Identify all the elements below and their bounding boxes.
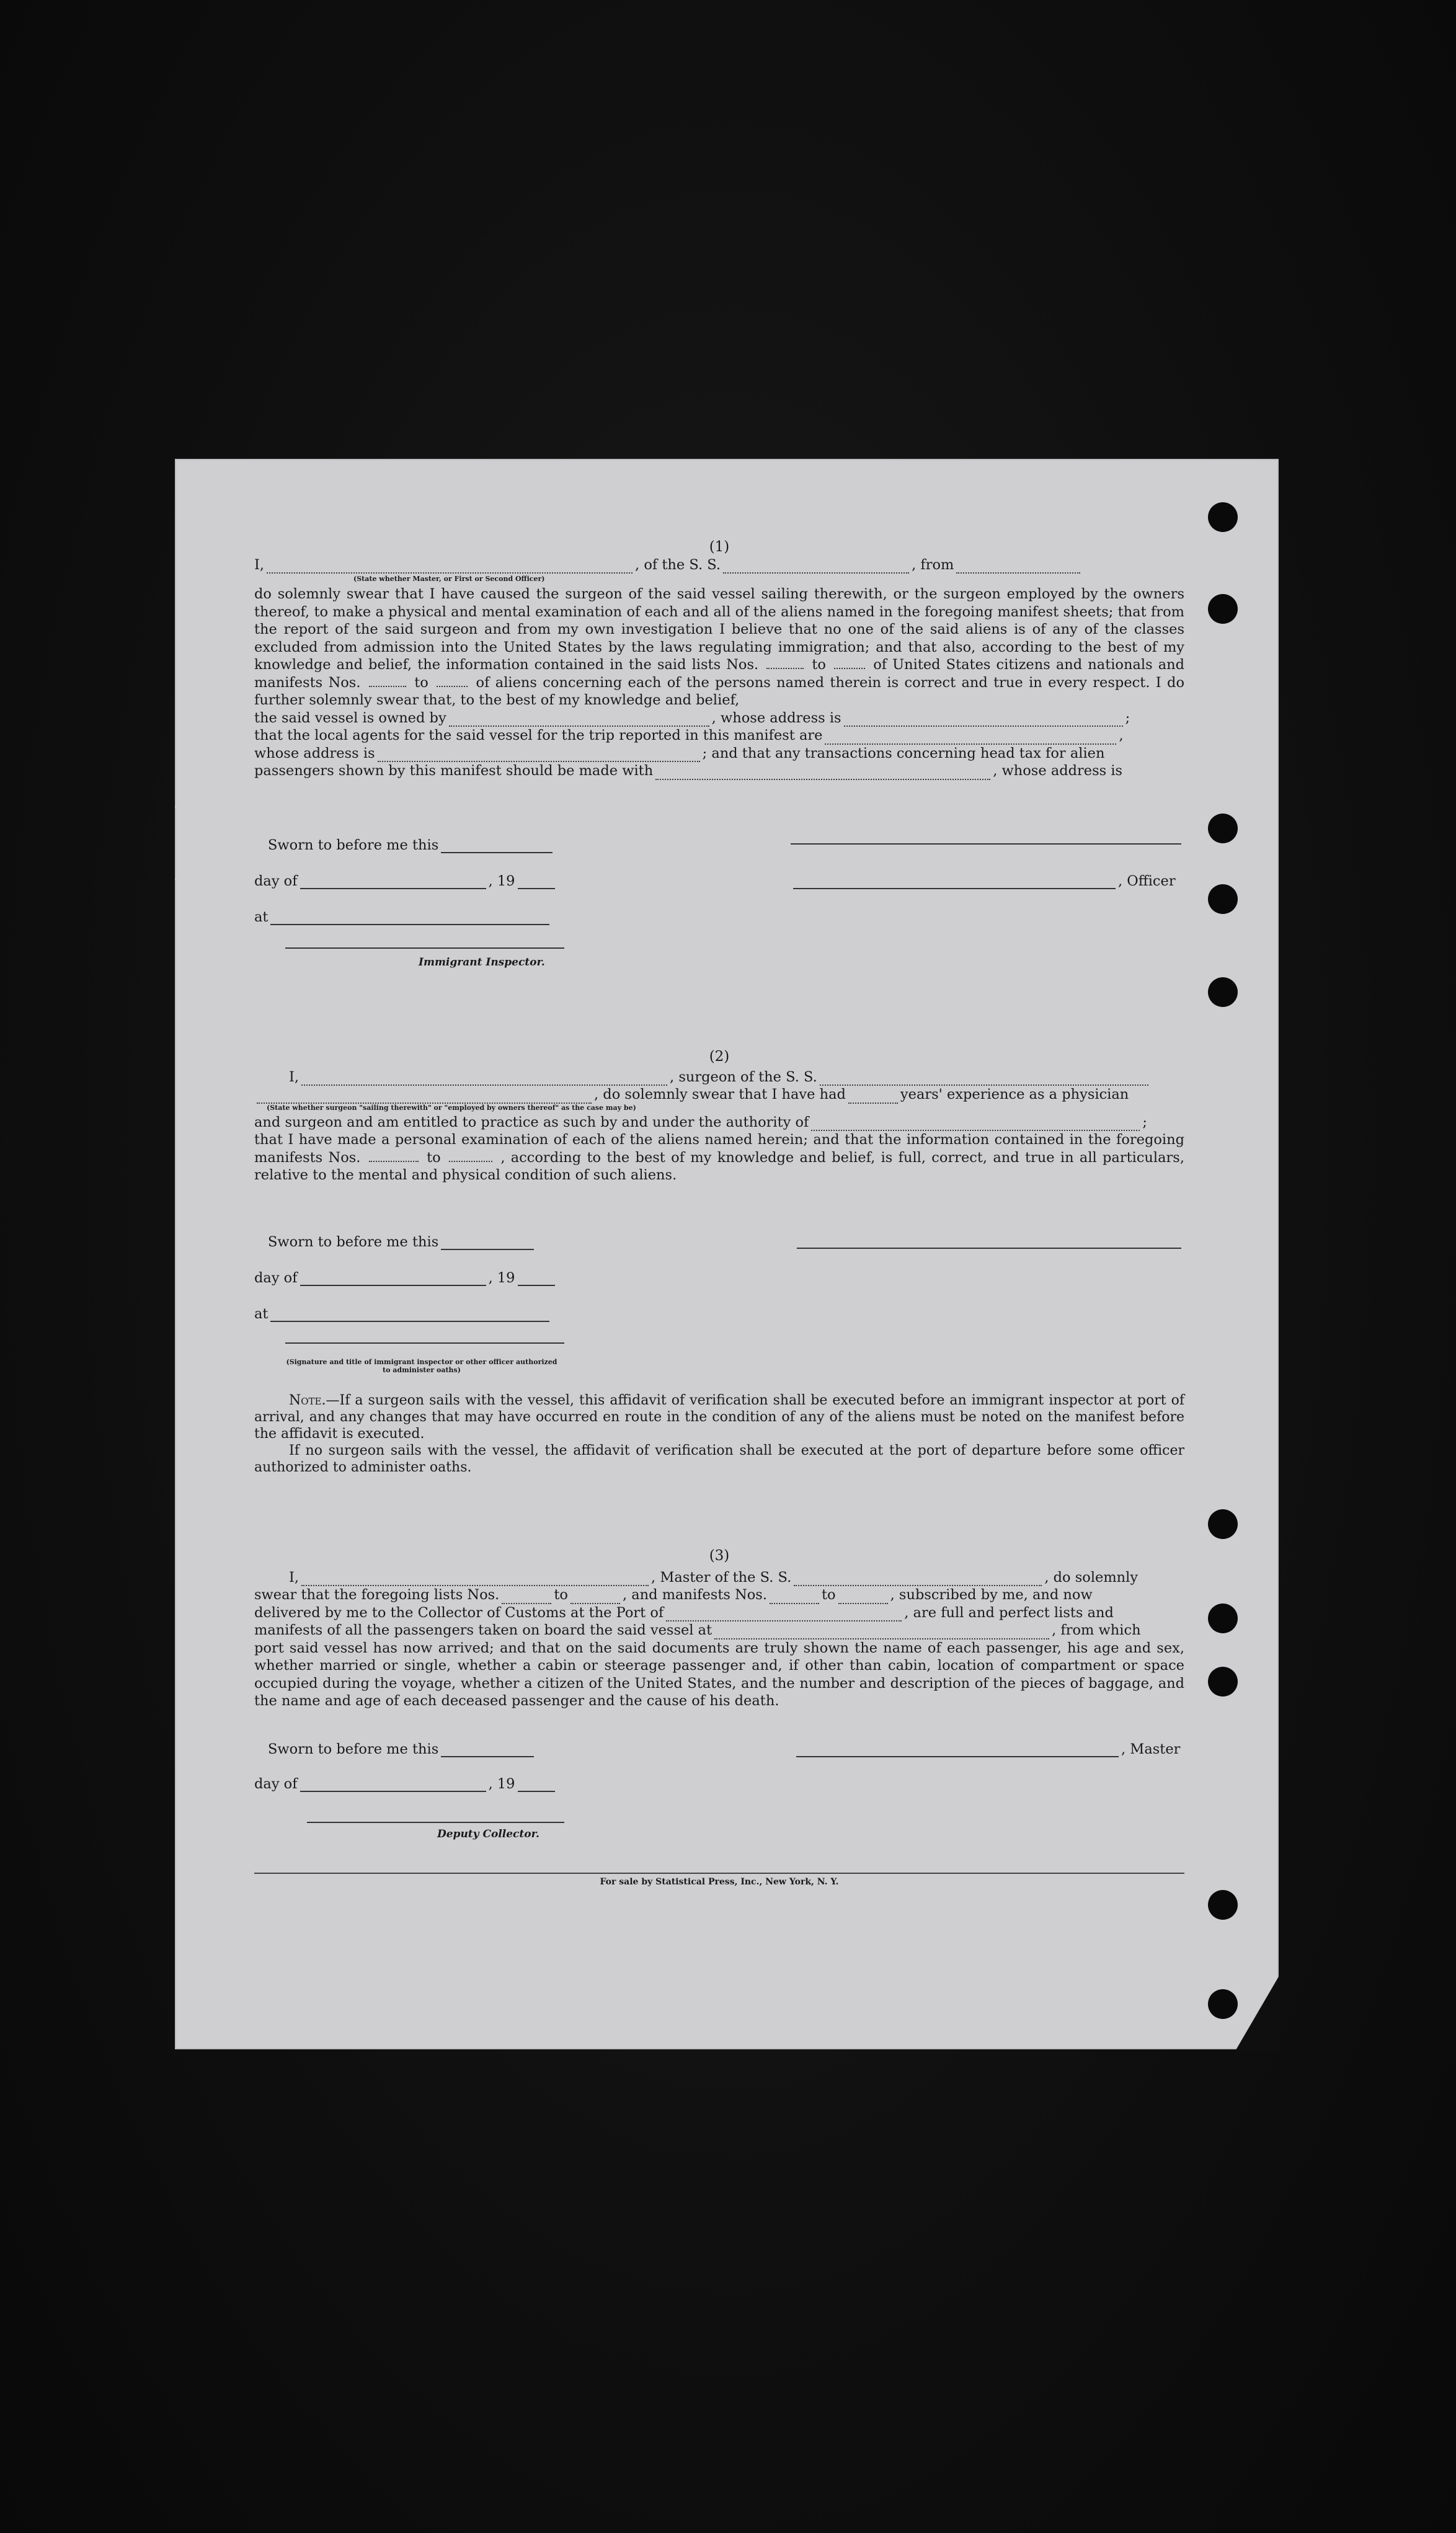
surgeon-signature-line[interactable] — [797, 1248, 1181, 1249]
administering-officer-line[interactable] — [285, 1342, 564, 1344]
port-from-field[interactable] — [956, 562, 1080, 574]
note-paragraph-2: If no surgeon sails with the vessel, the affidavit of verification shall be executed at the port of departure before some officer authorized to administer oaths. — [254, 1443, 1184, 1475]
manifests-label: foregoing manifests Nos. — [254, 1132, 1184, 1166]
note-label: Note. — [289, 1393, 326, 1408]
authority-line: and surgeon and am entitled to practice as such by and under the authority of ; — [254, 1114, 1147, 1130]
punch-hole — [1208, 814, 1238, 843]
swear-lists-label: swear that the foregoing lists Nos. — [254, 1587, 500, 1603]
agent-address-field[interactable] — [378, 751, 700, 762]
agents-label: that the local agents for the said vessel for the trip reported in this manifest are — [254, 727, 823, 743]
signature-title-note: (Signature and title of immigrant inspector or other officer authorized to administer oaths) — [286, 1358, 557, 1374]
year-label: , 19 — [488, 873, 515, 889]
authority-label: and surgeon and am entitled to practice as such by and under the authority of — [254, 1114, 809, 1130]
sworn-date-field[interactable] — [441, 842, 553, 853]
officer-signature-line-top[interactable] — [791, 843, 1181, 845]
pronoun-label: I, — [289, 1068, 300, 1085]
to-label: to — [427, 1149, 441, 1166]
surgeon-type-line — [254, 1086, 1184, 1104]
punch-hole — [1208, 1509, 1238, 1539]
inspector-caption: Immigrant Inspector. — [419, 956, 545, 969]
deputy-collector-line[interactable] — [307, 1822, 564, 1823]
manifests-to-field[interactable] — [838, 1593, 888, 1604]
vessel-name-field[interactable] — [723, 562, 909, 574]
officer-line — [791, 873, 1176, 889]
officer-label: , Officer — [1118, 873, 1176, 889]
year-label: , 19 — [488, 1270, 515, 1286]
surgeon-vessel-field[interactable] — [820, 1075, 1148, 1086]
day-field[interactable] — [300, 878, 486, 889]
authority-field[interactable] — [811, 1120, 1140, 1131]
punch-hole — [1208, 977, 1238, 1007]
from-label: , from — [912, 556, 954, 573]
owner-line: the said vessel is owned by , whose address is ; — [254, 709, 1130, 726]
surgeon-name-field[interactable] — [301, 1075, 667, 1086]
sworn-line — [268, 837, 555, 853]
surgeon-intro-line — [254, 1068, 1184, 1086]
sworn-date-field[interactable] — [441, 1746, 534, 1757]
taken-on-board-line — [254, 1621, 1184, 1639]
agents-field[interactable] — [825, 734, 1116, 745]
to-label: to — [414, 674, 428, 691]
surgeon-of-label: , surgeon of the S. S. — [670, 1068, 817, 1085]
oath-text-part1 — [254, 585, 1184, 709]
day-of-label: day of — [254, 873, 298, 889]
lists-to-field[interactable] — [570, 1593, 620, 1604]
sworn-label: Sworn to before me this — [268, 837, 439, 853]
surgeon-manifests-to[interactable] — [449, 1151, 492, 1162]
vessel-label: , of the S. S. — [635, 556, 721, 573]
address-label: whose address is — [254, 745, 375, 761]
manifests-to-field[interactable] — [437, 676, 468, 687]
section-3-number: (3) — [709, 1548, 730, 1564]
manifests-from-field[interactable] — [369, 676, 406, 687]
day-field[interactable] — [300, 1781, 486, 1792]
master-oath-body: port said vessel has now arrived; and that on the said documents are truly shown the name of each passenger, his age and sex, whether married or single, whether a cabin or steerage passenger and, if other than cabin, location of compartment or space occupied during the voyage, whether a citizen of the United States, and the number and description of the pieces of baggage, and the name and age of each deceased passenger and the cause of his death. — [254, 1639, 1184, 1709]
year-label: , 19 — [488, 1776, 515, 1792]
section-2 — [254, 1048, 1184, 1184]
port-of-arrival-field[interactable] — [666, 1610, 902, 1621]
master-name-field[interactable] — [301, 1575, 649, 1586]
rank-note: (State whether Master, or First or Second Officer) — [353, 575, 545, 583]
at-place-field[interactable] — [270, 914, 549, 925]
at-label: at — [254, 909, 269, 925]
deputy-collector-caption: Deputy Collector. — [437, 1828, 539, 1840]
address-label: , whose address is — [993, 763, 1123, 779]
punch-hole — [1208, 1604, 1238, 1633]
to-label: to — [812, 657, 826, 673]
pronoun-label: I, — [254, 556, 265, 573]
sworn-line — [268, 1234, 536, 1250]
note-text: —If a surgeon sails with the vessel, this affidavit of verification shall be executed before an immigrant inspector at port of arrival, and any changes that may have occurred en route in the condition of any of the aliens must be noted on the manifest before the affidavit is executed. — [254, 1393, 1184, 1442]
year-field[interactable] — [518, 1275, 555, 1286]
subscribed-label: , subscribed by me, and now — [890, 1587, 1093, 1603]
agents-line: that the local agents for the said vessel for the trip reported in this manifest are , — [254, 727, 1124, 743]
owner-field[interactable] — [449, 716, 709, 727]
do-solemnly-label: , do solemnly — [1044, 1569, 1139, 1586]
lists-to-field[interactable] — [834, 658, 865, 669]
at-line — [254, 1306, 552, 1322]
year-field[interactable] — [518, 1781, 555, 1792]
punch-hole — [1208, 1989, 1238, 2019]
section-1 — [254, 538, 1184, 780]
agent-address-line — [254, 745, 1184, 763]
master-intro-line — [254, 1569, 1184, 1587]
day-of-label: day of — [254, 1776, 298, 1792]
punch-hole — [1208, 1890, 1238, 1920]
at-place-field[interactable] — [270, 1311, 549, 1322]
day-field[interactable] — [300, 1275, 486, 1286]
oath-body-b: of United States citizens and nationals and manifests Nos. — [254, 657, 1185, 691]
swear-text: , do solemnly swear that I have had — [594, 1086, 846, 1102]
owned-by-label: the said vessel is owned by — [254, 709, 446, 726]
oath-body-c: of aliens concerning each of the persons named therein is correct and true in every respect. I do further solemnly swear that, to the best of my knowledge and belief, — [254, 674, 1184, 708]
surgeon-oath-body — [254, 1131, 1184, 1184]
note-paragraph — [254, 1392, 1184, 1442]
printer-imprint: For sale by Statistical Press, Inc., New York, N. Y. — [600, 1877, 839, 1887]
lists-from-field[interactable] — [766, 658, 804, 669]
day-line — [254, 1776, 557, 1792]
owner-address-field[interactable] — [844, 716, 1123, 727]
surgeon-type-field[interactable] — [257, 1093, 592, 1104]
day-line — [254, 873, 557, 889]
master-signature-field[interactable] — [796, 1746, 1119, 1757]
master-of-label: , Master of the S. S. — [651, 1569, 792, 1586]
master-vessel-field[interactable] — [794, 1575, 1042, 1586]
inspector-signature-line[interactable] — [285, 947, 564, 949]
surgeon-body-b: , according to the best of my knowledge and belief, is full, correct, and true in — [500, 1149, 1074, 1166]
page-edge-notch — [175, 806, 212, 881]
address-label: , whose address is — [711, 709, 841, 726]
surgeon-note — [254, 1392, 1184, 1476]
port-line — [254, 1604, 1184, 1622]
manifests-from-field[interactable] — [770, 1593, 819, 1604]
officer-signature-field[interactable] — [793, 878, 1116, 889]
sworn-line — [268, 1741, 536, 1757]
punch-hole — [1208, 884, 1238, 914]
year-field[interactable] — [518, 878, 555, 889]
sworn-label: Sworn to before me this — [268, 1741, 439, 1757]
at-line — [254, 909, 552, 925]
sworn-date-field[interactable] — [441, 1239, 534, 1250]
experience-text: years' experience as a physician — [900, 1086, 1129, 1102]
years-field[interactable] — [848, 1093, 898, 1104]
to-label: to — [822, 1587, 836, 1603]
surgeon-body-c: all particulars, relative to the mental and physical condition of such aliens. — [254, 1149, 1184, 1183]
pronoun-label: I, — [289, 1569, 300, 1586]
lists-from-field[interactable] — [502, 1593, 551, 1604]
section-1-intro-line — [254, 556, 1184, 574]
footer-rule — [254, 1873, 1184, 1874]
head-tax-text: ; and that any transactions concerning head tax for alien — [702, 745, 1105, 761]
punch-hole — [1208, 502, 1238, 532]
sworn-label: Sworn to before me this — [268, 1234, 439, 1250]
at-label: at — [254, 1306, 269, 1322]
master-label: , Master — [1121, 1741, 1181, 1757]
lists-line — [254, 1586, 1184, 1604]
oath-body-a: do solemnly swear that I have caused the surgeon of the said vessel sailing therewith, or the surgeon employed by the owners thereof, to make a physical and mental examination of each and all of the aliens named in the foregoing manifest sheets; that from the report of the said surgeon and from my own investigation I believe that no one of the said aliens is of any of the classes excluded from admission into the United States by the laws regulating immigration; and that also, according to the best of my knowledge and belief, the information contained in the said lists Nos. — [254, 586, 1184, 673]
from-which-label: , from which — [1052, 1622, 1141, 1638]
day-of-label: day of — [254, 1270, 298, 1286]
port-of-embarkation-field[interactable] — [714, 1628, 1049, 1639]
day-line — [254, 1270, 557, 1286]
head-tax-line — [254, 762, 1184, 780]
manifests-label: , and manifests Nos. — [622, 1587, 768, 1603]
surgeon-type-note: (State whether surgeon "sailing therewith" or "employed by owners thereof" as the case may be) — [267, 1103, 636, 1112]
surgeon-manifests-from[interactable] — [369, 1151, 419, 1162]
section-2-number: (2) — [709, 1049, 730, 1065]
delivered-label: delivered by me to the Collector of Customs at the Port of — [254, 1604, 664, 1621]
full-lists-label: , are full and perfect lists and — [904, 1604, 1114, 1621]
passengers-text: passengers shown by this manifest should be made with — [254, 763, 654, 779]
master-signature-line — [794, 1741, 1180, 1757]
head-tax-contact-field[interactable] — [655, 769, 990, 780]
section-3 — [254, 1547, 1184, 1710]
manifests-of-label: manifests of all the passengers taken on board the said vessel at — [254, 1622, 712, 1638]
section-1-number: (1) — [709, 539, 730, 555]
to-label: to — [554, 1587, 568, 1603]
punch-hole — [1208, 1667, 1238, 1697]
rank-field[interactable] — [267, 562, 633, 574]
punch-hole — [1208, 594, 1238, 624]
surgeon-body-a: that I have made a personal examination of each of the aliens named herein; and that the information contained in the — [254, 1132, 1111, 1148]
